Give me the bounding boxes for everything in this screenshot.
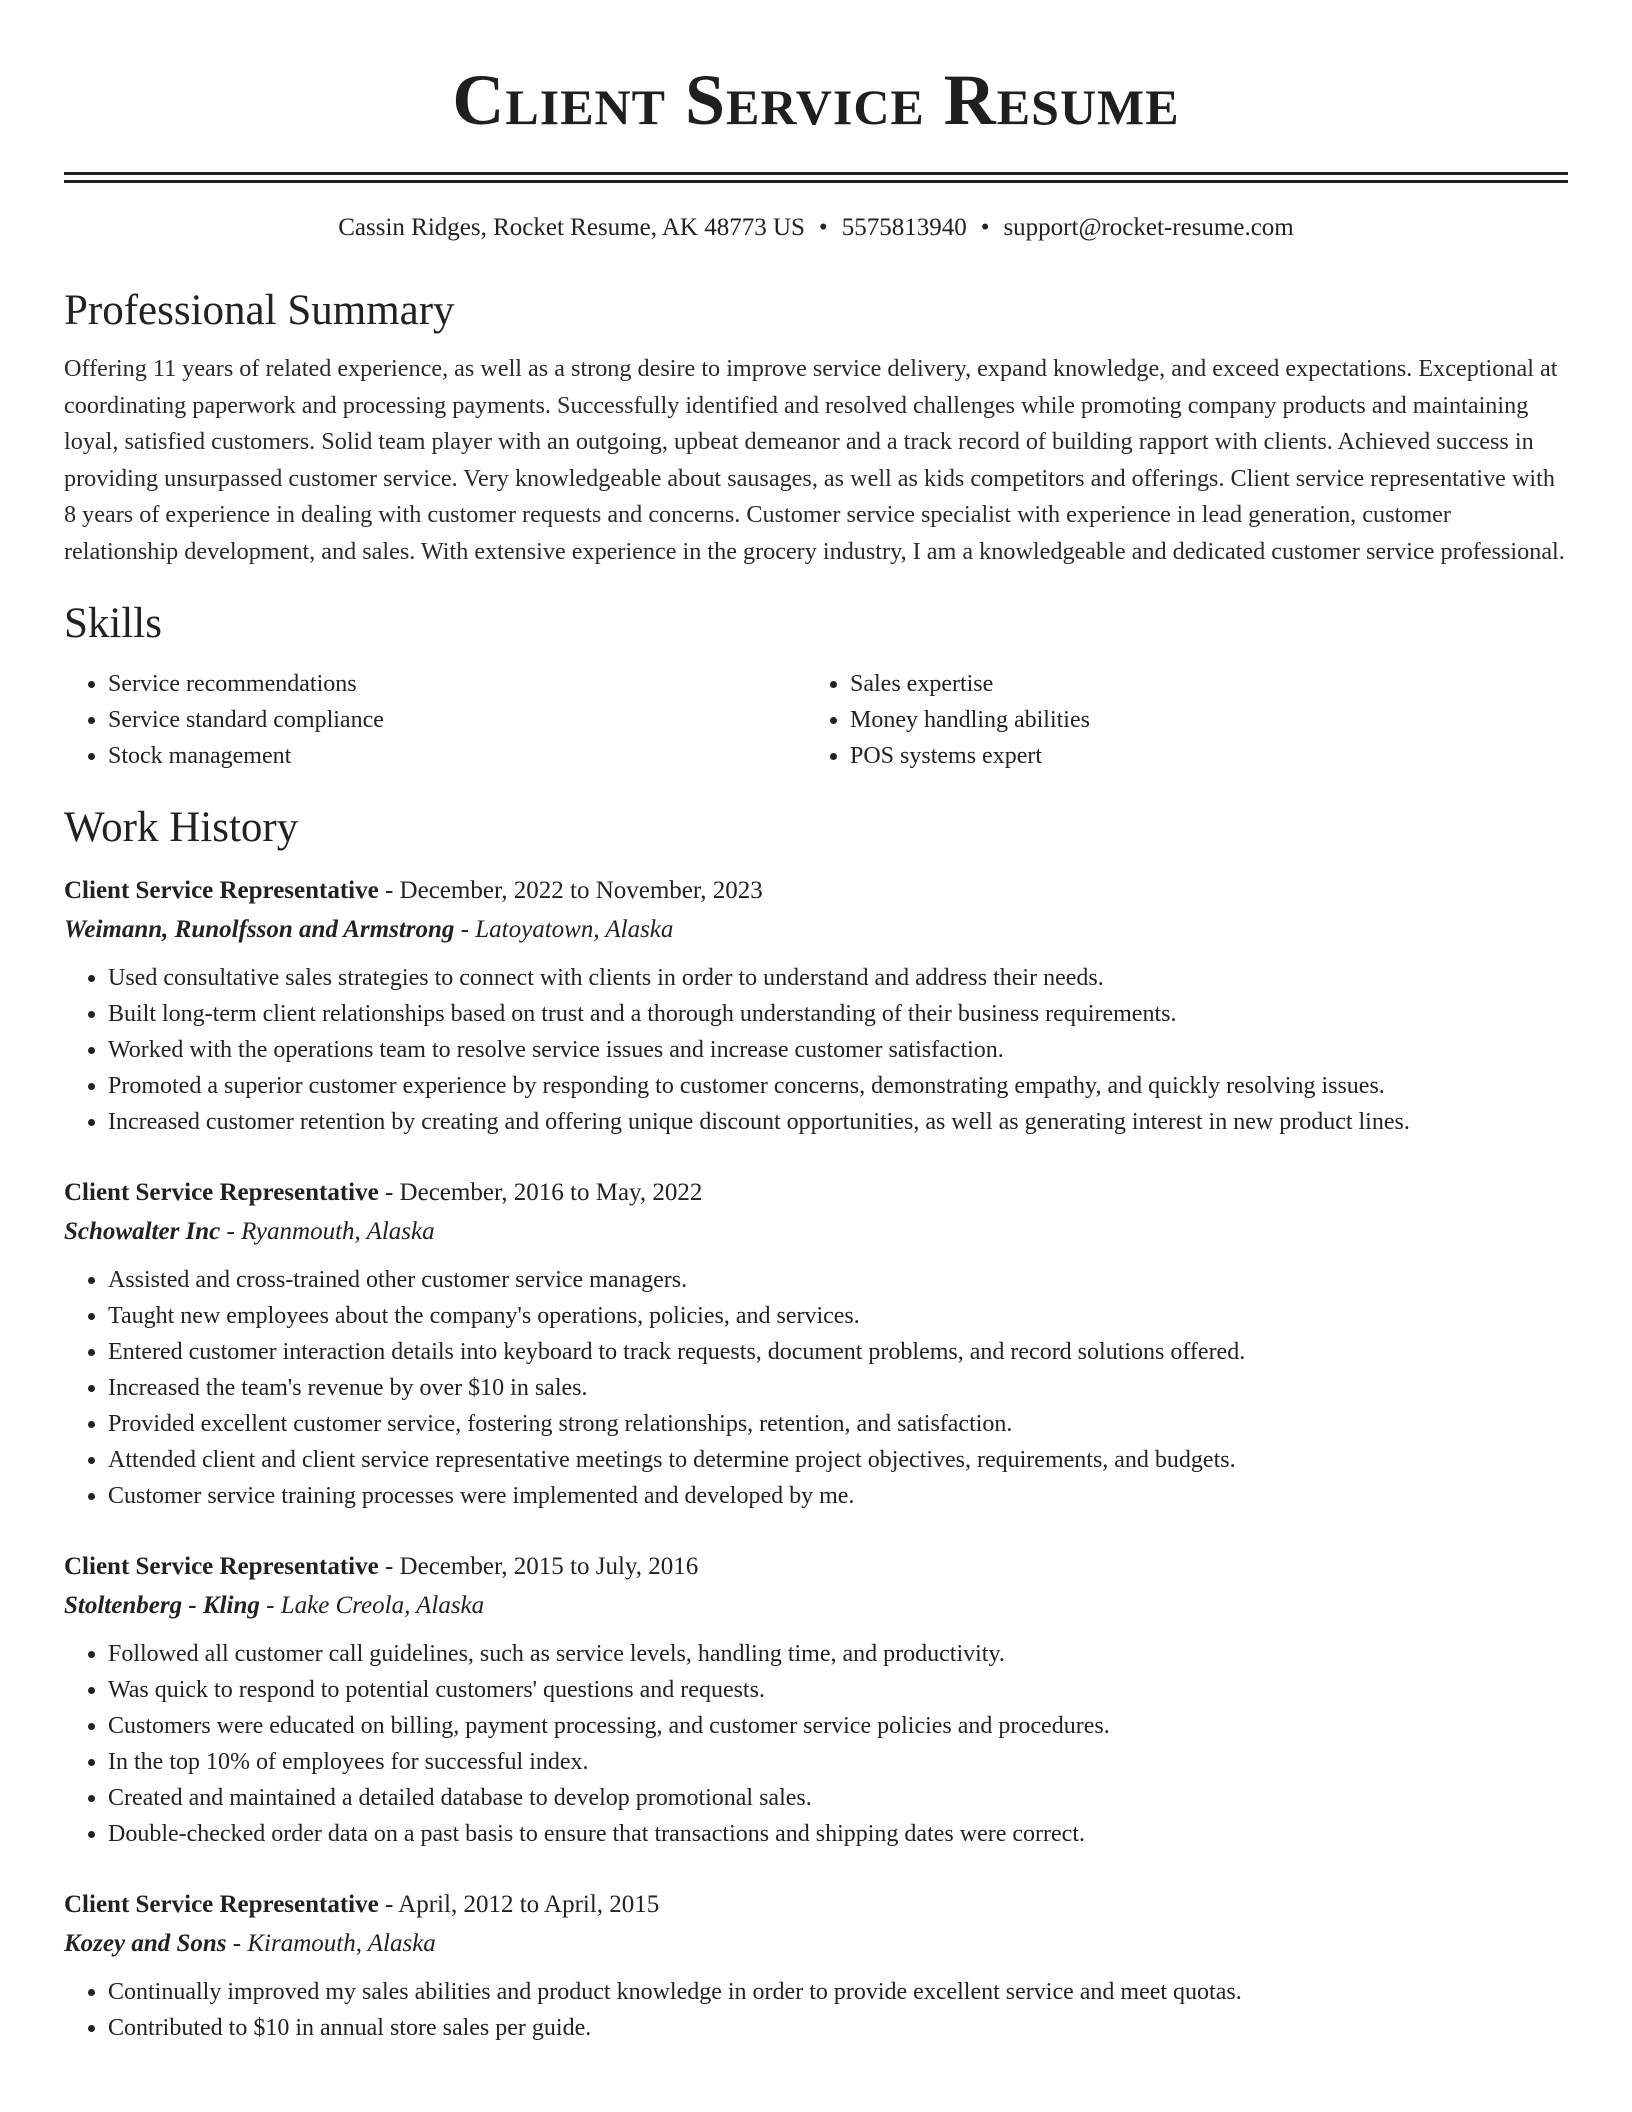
job-bullets: [64, 1974, 1568, 2046]
resume-title: Client Service Resume: [452, 60, 1180, 140]
job-title-line: [64, 1174, 1568, 1212]
job-bullet: • Promoted a superior customer experience by responding to customer concerns, demonstrating empathy, and quickly resolving issues.: [108, 1068, 1568, 1104]
job-bullets: [64, 1262, 1568, 1514]
job-bullets: [64, 1636, 1568, 1852]
job-dates: - December, 2022 to November, 2023: [378, 877, 763, 904]
summary-text: Offering 11 years of related experience, as well as a strong desire to improve service delivery, expand knowledge, and exceed expectations. Exceptional at coordinating paperwork and processing payments. Successfully identified and resolved challenges while promoting company products and maintaining loyal, satisfied customers. Solid team player with an outgoing, upbeat demeanor and a track record of building rapport with clients. Achieved success in providing unsurpassed customer service. Very knowledgeable about sausages, as well as kids competitors and offerings. Client service representative with 8 years of experience in dealing with customer requests and concerns. Customer service specialist with experience in lead generation, customer relationship development, and sales. With extensive experience in the grocery industry, I am a knowledgeable and dedicated customer service professional.: [64, 355, 1565, 565]
skills-column-right: [806, 666, 1548, 774]
job-entry: [64, 1548, 1568, 1852]
skill-item: • POS systems expert: [850, 738, 1548, 774]
skill-item: • Stock management: [108, 738, 806, 774]
contact-address: Cassin Ridges, Rocket Resume, AK 48773 US: [338, 214, 805, 241]
contact-line: [64, 211, 1568, 245]
job-entry: [64, 1886, 1568, 2046]
job-bullet: • Customers were educated on billing, payment processing, and customer service policies and procedures.: [108, 1708, 1568, 1744]
contact-separator: •: [980, 214, 990, 241]
summary-heading: Professional Summary: [64, 287, 455, 334]
title-divider: [64, 172, 1568, 183]
job-bullet: • Entered customer interaction details into keyboard to track requests, document problems, and record solutions offered.: [108, 1334, 1568, 1370]
job-bullet: • Taught new employees about the company's operations, policies, and services.: [108, 1298, 1568, 1334]
skills-list: [64, 666, 1568, 774]
job-bullet: • Assisted and cross-trained other customer service managers.: [108, 1262, 1568, 1298]
job-bullet: • Built long-term client relationships based on trust and a thorough understanding of their business requirements.: [108, 996, 1568, 1032]
skills-column-left: [64, 666, 806, 774]
job-bullet: • Increased customer retention by creating and offering unique discount opportunities, as well as generating interest in new product lines.: [108, 1104, 1568, 1140]
job-bullet: • Followed all customer call guidelines, such as service levels, handling time, and productivity.: [108, 1636, 1568, 1672]
job-company: Stoltenberg - Kling: [64, 1592, 260, 1619]
job-entry: [64, 1174, 1568, 1514]
job-company: Weimann, Runolfsson and Armstrong: [64, 916, 455, 943]
job-entry: [64, 872, 1568, 1140]
job-bullet: • Provided excellent customer service, fostering strong relationships, retention, and satisfaction.: [108, 1406, 1568, 1442]
job-bullet: • In the top 10% of employees for successful index.: [108, 1744, 1568, 1780]
job-bullet: • Worked with the operations team to resolve service issues and increase customer satisfaction.: [108, 1032, 1568, 1068]
job-bullet: • Contributed to $10 in annual store sales per guide.: [108, 2010, 1568, 2046]
work-history-heading: Work History: [64, 804, 299, 851]
job-title: Client Service Representative: [64, 1553, 379, 1580]
skill-item: • Sales expertise: [850, 666, 1548, 702]
skill-item: • Service standard compliance: [108, 702, 806, 738]
job-bullet: • Attended client and client service representative meetings to determine project objectives, requirements, and budgets.: [108, 1442, 1568, 1478]
job-location: - Lake Creola, Alaska: [259, 1592, 485, 1619]
job-company-line: [64, 1212, 1568, 1252]
job-bullet: • Created and maintained a detailed database to develop promotional sales.: [108, 1780, 1568, 1816]
job-title-line: [64, 872, 1568, 910]
job-bullet: • Increased the team's revenue by over $10 in sales.: [108, 1370, 1568, 1406]
job-company: Schowalter Inc: [64, 1218, 221, 1245]
skill-item: • Money handling abilities: [850, 702, 1548, 738]
job-dates: - April, 2012 to April, 2015: [378, 1891, 660, 1918]
skill-item: • Service recommendations: [108, 666, 806, 702]
job-title: Client Service Representative: [64, 1179, 379, 1206]
job-company-line: [64, 1924, 1568, 1964]
job-title: Client Service Representative: [64, 877, 379, 904]
job-company: Kozey and Sons: [64, 1930, 227, 1957]
job-title-line: [64, 1548, 1568, 1586]
job-location: - Latoyatown, Alaska: [454, 916, 674, 943]
job-location: - Ryanmouth, Alaska: [220, 1218, 435, 1245]
job-bullet: • Double-checked order data on a past basis to ensure that transactions and shipping dates were correct.: [108, 1816, 1568, 1852]
job-bullets: [64, 960, 1568, 1140]
job-title-line: [64, 1886, 1568, 1924]
contact-separator: •: [818, 214, 828, 241]
job-bullet: • Customer service training processes were implemented and developed by me.: [108, 1478, 1568, 1514]
contact-phone: 5575813940: [841, 214, 967, 241]
job-title: Client Service Representative: [64, 1891, 379, 1918]
job-bullet: • Was quick to respond to potential customers' questions and requests.: [108, 1672, 1568, 1708]
job-location: - Kiramouth, Alaska: [226, 1930, 436, 1957]
job-bullet: • Used consultative sales strategies to connect with clients in order to understand and address their needs.: [108, 960, 1568, 996]
job-dates: - December, 2016 to May, 2022: [378, 1179, 703, 1206]
job-company-line: [64, 1586, 1568, 1626]
job-dates: - December, 2015 to July, 2016: [378, 1553, 699, 1580]
job-bullet: • Continually improved my sales abilities and product knowledge in order to provide excellent service and meet quotas.: [108, 1974, 1568, 2010]
contact-email: support@rocket-resume.com: [1003, 214, 1294, 241]
job-company-line: [64, 910, 1568, 950]
skills-heading: Skills: [64, 600, 162, 647]
